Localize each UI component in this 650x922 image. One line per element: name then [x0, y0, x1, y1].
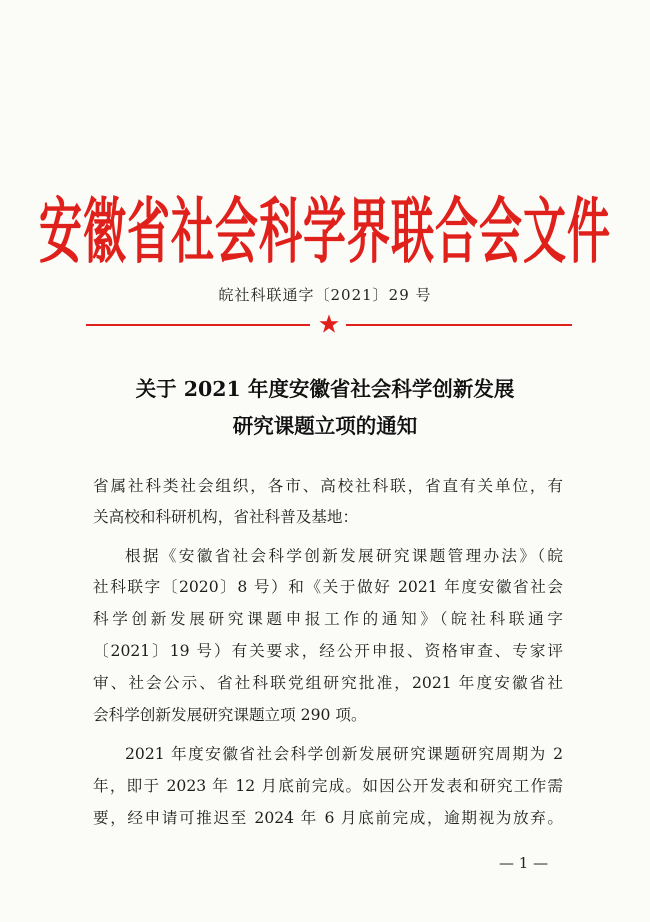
- star-icon: [318, 313, 340, 335]
- red-divider-right: [346, 324, 572, 326]
- document-header-title: 安徽省社会科学界联合会文件: [39, 191, 611, 275]
- notice-title-line-2: 研究课题立项的通知: [232, 414, 418, 438]
- paragraph-2-line-2: 年，即于 2023 年 12 月底前完成。如因公开发表和研究工作需: [93, 777, 563, 795]
- paragraph-1-line-2: 社科联字〔2020〕8 号）和《关于做好 2021 年度安徽省社会: [93, 578, 563, 596]
- page-number: — 1 —: [499, 854, 549, 872]
- notice-title-line-1: 关于 2021 年度安徽省社会科学创新发展: [135, 377, 515, 401]
- paragraph-1-line-6: 会科学创新发展研究课题立项 290 项。: [93, 706, 367, 724]
- paragraph-1-line-4: 〔2021〕19 号）有关要求，经公开申报、资格审查、专家评: [93, 642, 563, 660]
- paragraph-1-line-5: 审、社会公示、省社科联党组研究批准，2021 年度安徽省社: [93, 674, 563, 692]
- paragraph-2-line-3: 要，经申请可推迟至 2024 年 6 月底前完成，逾期视为放弃。: [93, 809, 563, 827]
- document-number: 皖社科联通字〔2021〕29 号: [218, 286, 432, 304]
- paragraph-1-line-1: 根据《安徽省社会科学创新发展研究课题管理办法》（皖: [125, 547, 563, 565]
- paragraph-2-line-1: 2021 年度安徽省社会科学创新发展研究课题研究周期为 2: [125, 745, 563, 763]
- red-divider-left: [86, 324, 310, 326]
- addressee-line-1: 省属社科类社会组织，各市、高校社科联，省直有关单位，有: [93, 477, 563, 495]
- paragraph-1-line-3: 科学创新发展研究课题申报工作的通知》（皖社科联通字: [93, 610, 563, 628]
- addressee-line-2: 关高校和科研机构，省社科普及基地：: [93, 508, 359, 526]
